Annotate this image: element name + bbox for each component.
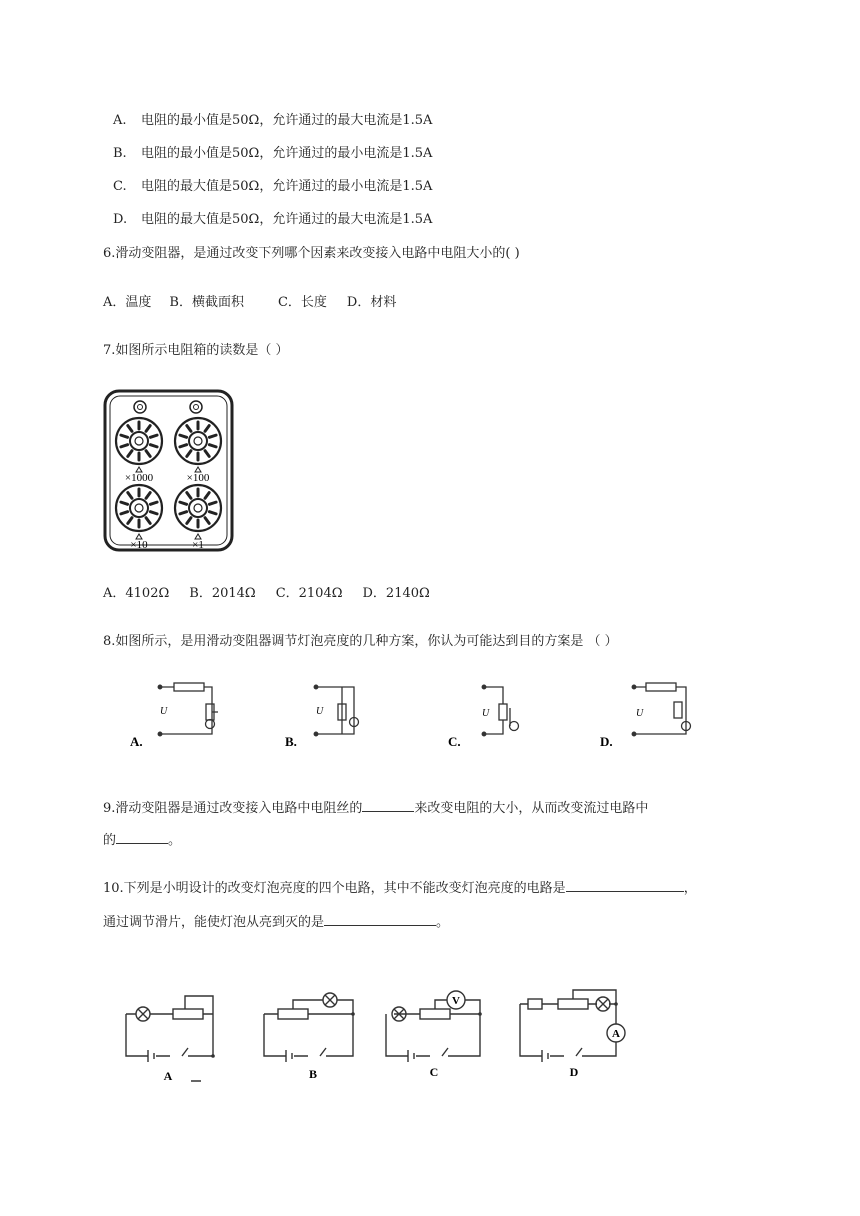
q8-figure-label-c: C.	[448, 734, 461, 749]
q5-option-a	[113, 112, 432, 130]
q7-option-c: C．2104Ω	[275, 586, 343, 601]
q6-option-c: C．长度	[277, 295, 327, 310]
q10-blank-2[interactable]	[324, 911, 436, 926]
q9-part-4: 。	[168, 833, 182, 848]
voltmeter-label: V	[452, 995, 460, 1007]
dial-label-1000: ×1000	[124, 472, 154, 484]
q7-options	[103, 585, 430, 603]
q9-part-3: 的	[103, 833, 117, 848]
dial-1-icon	[175, 485, 221, 539]
q8-source-label-b: U	[316, 706, 324, 717]
q9-part-2: 来改变电阻的大小，从而改变流过电路中	[414, 801, 649, 816]
q8-stem: 8.如图所示，是用滑动变阻器调节灯泡亮度的几种方案，你认为可能达到目的方案是 （ ）	[103, 634, 618, 649]
dial-label-100: ×100	[186, 472, 210, 484]
q6-option-d: D．材料	[346, 295, 397, 310]
q5-option-b	[113, 145, 432, 163]
q6-option-a: A．温度	[103, 295, 152, 310]
q5-option-b-label: B.	[113, 146, 127, 161]
q10-line-2	[103, 911, 449, 932]
q8-circuits-figure	[120, 678, 720, 753]
q5-option-d-label: D.	[113, 212, 128, 227]
q5-option-d	[113, 211, 432, 229]
q5-option-a-label: A.	[113, 113, 127, 128]
q10-part-3: 通过调节滑片，能使灯泡从亮到灭的是	[103, 915, 325, 930]
q8-source-label-a: U	[160, 706, 168, 717]
q9-line-1	[103, 797, 648, 818]
q6-option-b: B．横截面积	[169, 295, 244, 310]
q8-source-label-d: U	[636, 708, 644, 719]
q8-figure-label-a: A.	[130, 734, 143, 749]
q6-stem: 6.滑动变阻器，是通过改变下列哪个因素来改变接入电路中电阻大小的( )	[103, 246, 520, 261]
resistance-box-figure	[100, 386, 240, 556]
q7-option-d: D．2140Ω	[362, 586, 430, 601]
dial-label-10: ×10	[130, 539, 148, 551]
terminal-right-icon	[190, 401, 202, 413]
q10-part-1: 10.下列是小明设计的改变灯泡亮度的四个电路，其中不能改变灯泡亮度的电路是	[103, 881, 566, 896]
q5-option-d-text: 电阻的最大值是50Ω，允许通过的最大电流是1.5A	[141, 212, 433, 227]
terminal-left-icon	[134, 401, 146, 413]
q8-figure-label-b: B.	[285, 734, 297, 749]
dial-100-icon	[175, 418, 221, 472]
q10-blank-1[interactable]	[566, 877, 684, 892]
q9-line-2	[103, 829, 181, 850]
q5-option-c-text: 电阻的最大值是50Ω，允许通过的最小电流是1.5A	[141, 179, 433, 194]
q10-part-4: 。	[436, 915, 450, 930]
q5-option-c	[113, 178, 432, 196]
q9-part-1: 9.滑动变阻器是通过改变接入电路中电阻丝的	[103, 801, 363, 816]
q5-option-b-text: 电阻的最小值是50Ω，允许通过的最小电流是1.5A	[141, 146, 433, 161]
q6-options	[103, 294, 396, 312]
q10-line-1	[103, 877, 697, 898]
q10-circuits-figure	[118, 982, 638, 1092]
q5-option-a-text: 电阻的最小值是50Ω，允许通过的最大电流是1.5A	[141, 113, 433, 128]
q10-figure-label-a: A	[163, 1069, 173, 1083]
q8-source-label-c: U	[482, 708, 490, 719]
q7-stem: 7.如图所示电阻箱的读数是（ ）	[103, 343, 289, 358]
dial-1000-icon	[116, 418, 162, 472]
q7-option-a: A．4102Ω	[103, 586, 170, 601]
q10-figure-label-c: C	[429, 1065, 439, 1079]
q9-blank-1[interactable]	[362, 797, 414, 812]
q9-blank-2[interactable]	[116, 829, 168, 844]
q5-option-c-label: C.	[113, 179, 127, 194]
q10-figure-label-d: D	[569, 1065, 579, 1079]
q7-option-b: B．2014Ω	[189, 586, 256, 601]
dial-label-1: ×1	[192, 539, 204, 551]
dial-10-icon	[116, 485, 162, 539]
q8-figure-label-d: D.	[600, 734, 613, 749]
ammeter-label: A	[612, 1028, 620, 1040]
q10-figure-label-b: B	[308, 1067, 318, 1081]
q10-part-2: ，	[683, 881, 697, 896]
